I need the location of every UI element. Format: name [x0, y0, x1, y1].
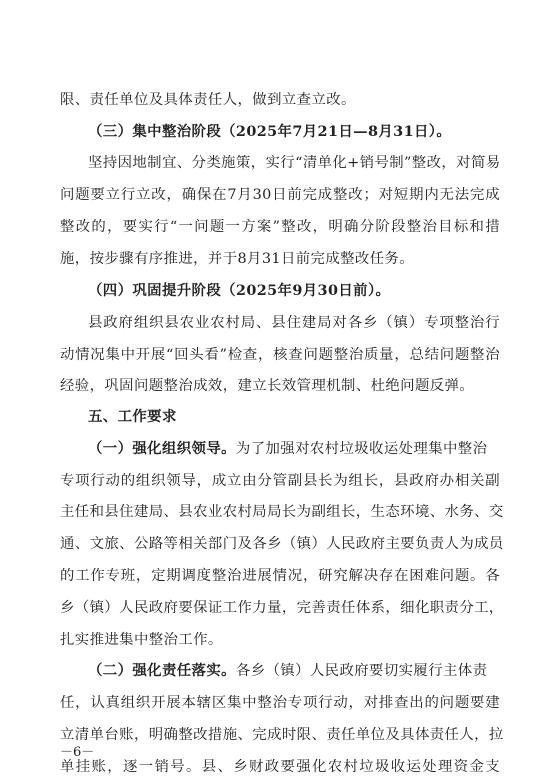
paragraph-line: 任，认真组织开展本辖区集中整治专项行动，对排查出的问题要建	[60, 695, 500, 711]
paragraph-text: 各乡（镇）人民政府要切实履行主体责	[235, 663, 488, 679]
paragraph-line: 单挂账，逐一销号。县、乡财政要强化农村垃圾收运处理资金支	[60, 759, 500, 775]
page-number: －6－	[60, 745, 95, 760]
paragraph-line: 县政府组织县农业农村局、县住建局对各乡（镇）专项整治行	[88, 315, 500, 331]
subheading-req2: （二）强化责任落实。	[88, 662, 236, 679]
subheading-stage4: （四）巩固提升阶段（2025年9月30日前）。	[88, 282, 391, 299]
subheading-stage3: （三）集中整治阶段（2025年7月21日—8月31日）。	[88, 123, 452, 140]
paragraph-line: 限、责任单位及具体责任人，做到立查立改。	[60, 92, 356, 108]
paragraph-line: 乡（镇）人民政府要保证工作力量，完善责任体系，细化职责分工，	[60, 600, 504, 616]
paragraph-line: 专项行动的组织领导，成立由分管副县长为组长，县政府办相关副	[60, 473, 500, 489]
paragraph-text: 为了加强对农村垃圾收运处理集中整治	[235, 441, 488, 457]
paragraph-line	[88, 439, 500, 459]
paragraph-line: 立清单台账，明确整改措施、完成时限、责任单位及具体责任人，拉	[60, 727, 504, 743]
paragraph-line: 的工作专班，定期调度整治进展情况，研究解决存在困难问题。各	[60, 568, 500, 584]
paragraph-line: 动情况集中开展“回头看”检查，核查问题整治质量，总结问题整治	[60, 347, 500, 363]
paragraph-line: 问题要立行立改，确保在7月30日前完成整改；对短期内无法完成	[60, 187, 500, 203]
paragraph-line: 施，按步骤有序推进，并于8月31日前完成整改任务。	[60, 251, 415, 267]
paragraph-line	[88, 661, 500, 681]
subheading-req1: （一）强化组织领导。	[88, 440, 236, 457]
paragraph-line: 通、文旅、公路等相关部门及各乡（镇）人民政府主要负责人为成员	[60, 536, 504, 552]
section-heading: 五、工作要求	[88, 409, 177, 425]
paragraph-line: 坚持因地制宜、分类施策，实行“清单化+销号制”整改，对简易	[88, 155, 501, 171]
paragraph-line: 扎实推进集中整治工作。	[60, 632, 223, 648]
paragraph-line: 经验，巩固问题整治成效，建立长效管理机制、杜绝问题反弹。	[60, 378, 475, 394]
paragraph-line: 主任和县住建局、县农业农村局局长为副组长，生态环境、水务、交	[60, 504, 504, 520]
paragraph-line: 整改的，要实行“一问题一方案”整改，明确分阶段整治目标和措	[60, 219, 500, 235]
